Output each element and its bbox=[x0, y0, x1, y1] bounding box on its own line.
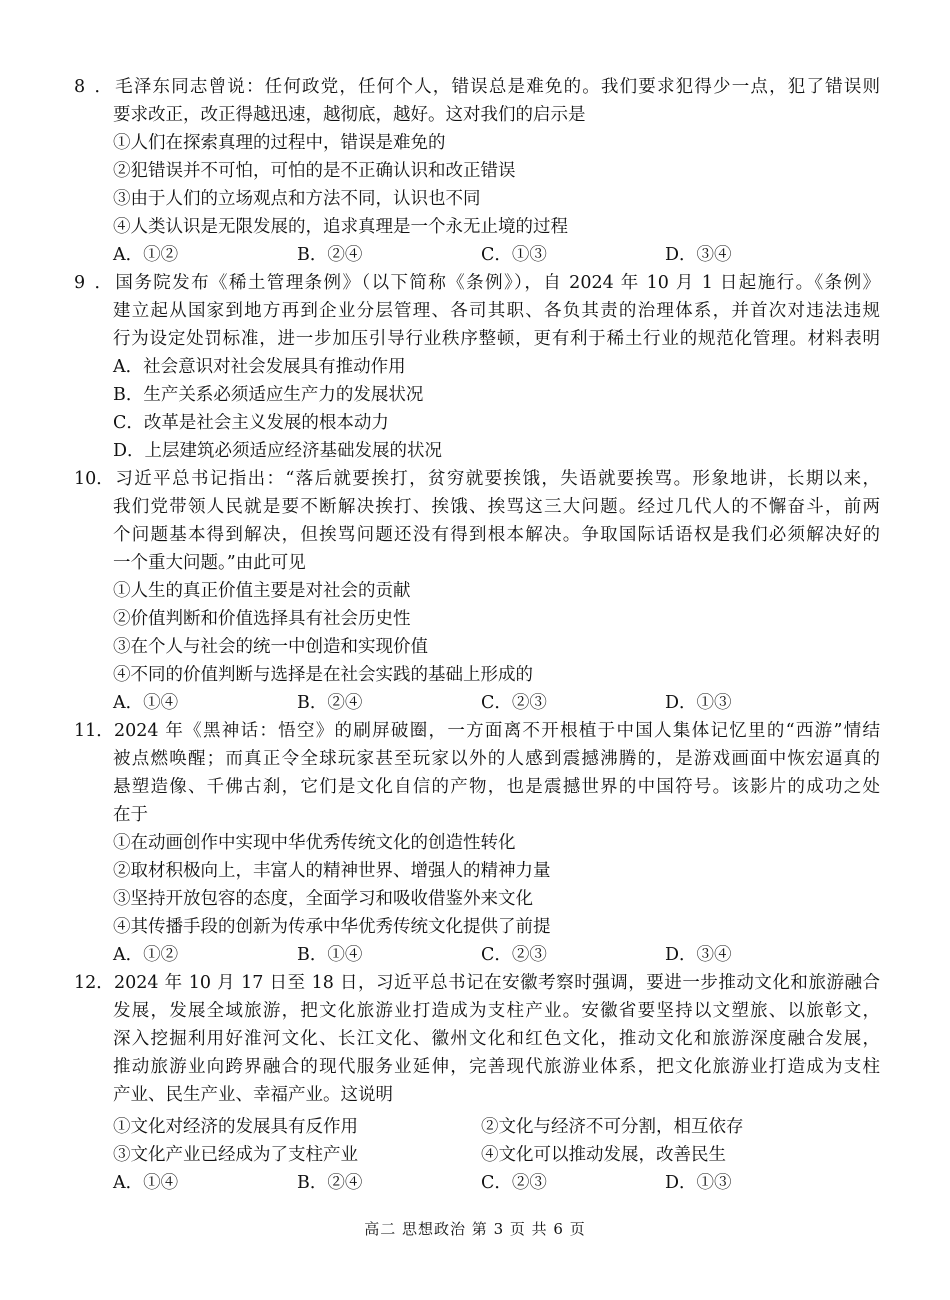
statement: ①人们在探索真理的过程中，错误是难免的 bbox=[113, 133, 446, 153]
statement: ③文化产业已经成为了支柱产业 bbox=[113, 1145, 358, 1165]
option-b: B．②④ bbox=[297, 693, 363, 713]
question-stem-line: 在于 bbox=[113, 805, 148, 825]
option-b: B．②④ bbox=[297, 245, 363, 265]
option-a: A．①④ bbox=[113, 1173, 179, 1193]
statement: ③坚持开放包容的态度，全面学习和吸收借鉴外来文化 bbox=[113, 889, 533, 909]
question-stem-line: 10．习近平总书记指出：“落后就要挨打，贫穷就要挨饿，失语就要挨骂。形象地讲，长期以来， bbox=[74, 465, 880, 493]
question-number: 10． bbox=[74, 469, 114, 489]
option-b: B．①④ bbox=[297, 945, 363, 965]
option-b: B．生产关系必须适应生产力的发展状况 bbox=[113, 385, 424, 405]
question-stem-line: 推动旅游业向跨界融合的现代服务业延伸，完善现代旅游业体系，把文化旅游业打造成为支柱 bbox=[113, 1057, 880, 1077]
option-a: A．社会意识对社会发展具有推动作用 bbox=[113, 357, 406, 377]
option-d: D．上层建筑必须适应经济基础发展的状况 bbox=[113, 441, 443, 461]
option-c: C．②③ bbox=[481, 945, 547, 965]
question-stem-line: 被点燃唤醒；而真正令全球玩家甚至玩家以外的人感到震撼沸腾的，是游戏画面中恢宏逼真的 bbox=[113, 749, 880, 769]
question-number: 9． bbox=[74, 273, 112, 293]
question-stem-line: 8． 毛泽东同志曾说：任何政党，任何个人，错误总是难免的。我们要求犯得少一点，犯了错误则 bbox=[74, 73, 880, 101]
statement: ②文化与经济不可分割，相互依存 bbox=[481, 1117, 744, 1137]
option-a: A．①② bbox=[113, 245, 179, 265]
question-stem-line: 建立起从国家到地方再到企业分层管理、各司其职、各负其责的治理体系，并首次对违法违规 bbox=[113, 301, 880, 321]
option-a: A．①② bbox=[113, 945, 179, 965]
option-d: D．③④ bbox=[665, 245, 732, 265]
statement: ②犯错误并不可怕，可怕的是不正确认识和改正错误 bbox=[113, 161, 516, 181]
question-stem-line: 12．2024 年 10 月 17 日至 18 日，习近平总书记在安徽考察时强调，要进一步推动文化和旅游融合 bbox=[74, 969, 880, 997]
question-stem-line: 要求改正，改正得越迅速，越彻底，越好。这对我们的启示是 bbox=[113, 105, 586, 125]
question-stem-line: 产业、民生产业、幸福产业。这说明 bbox=[113, 1085, 393, 1105]
statement: ①文化对经济的发展具有反作用 bbox=[113, 1117, 358, 1137]
question-stem-line: 一个重大问题。”由此可见 bbox=[113, 553, 306, 573]
option-d: D．①③ bbox=[665, 1173, 732, 1193]
question-stem-line: 深入挖掘利用好淮河文化、长江文化、徽州文化和红色文化，推动文化和旅游深度融合发展， bbox=[113, 1029, 880, 1049]
question-stem-line: 悬塑造像、千佛古刹，它们是文化自信的产物，也是震撼世界的中国符号。该影片的成功之处 bbox=[113, 777, 880, 797]
question-stem-line: 我们党带领人民就是要不断解决挨打、挨饿、挨骂这三大问题。经过几代人的不懈奋斗，前两 bbox=[113, 497, 880, 517]
question-stem-line: 发展，发展全域旅游，把文化旅游业打造成为支柱产业。安徽省要坚持以文塑旅、以旅彰文， bbox=[113, 1001, 880, 1021]
question-number: 12． bbox=[74, 973, 114, 993]
statement: ③由于人们的立场观点和方法不同，认识也不同 bbox=[113, 189, 481, 209]
option-b: B．②④ bbox=[297, 1173, 363, 1193]
option-c: C．①③ bbox=[481, 245, 547, 265]
option-a: A．①④ bbox=[113, 693, 179, 713]
statement: ④不同的价值判断与选择是在社会实践的基础上形成的 bbox=[113, 665, 533, 685]
statement: ④文化可以推动发展，改善民生 bbox=[481, 1145, 726, 1165]
option-c: C．改革是社会主义发展的根本动力 bbox=[113, 413, 389, 433]
option-c: C．②③ bbox=[481, 693, 547, 713]
question-number: 11． bbox=[74, 721, 114, 741]
statement: ②取材积极向上，丰富人的精神世界、增强人的精神力量 bbox=[113, 861, 551, 881]
question-stem-line: 9． 国务院发布《稀土管理条例》（以下简称《条例》），自 2024 年 10 月 1 日起施行。《条例》 bbox=[74, 269, 880, 297]
option-d: D．③④ bbox=[665, 945, 732, 965]
option-d: D．①③ bbox=[665, 693, 732, 713]
question-stem-line: 个问题基本得到解决，但挨骂问题还没有得到根本解决。争取国际话语权是我们必须解决好的 bbox=[113, 525, 880, 545]
statement: ②价值判断和价值选择具有社会历史性 bbox=[113, 609, 411, 629]
statement: ③在个人与社会的统一中创造和实现价值 bbox=[113, 637, 428, 657]
page-footer: 高二 思想政治 第 3 页 共 6 页 bbox=[364, 1220, 586, 1238]
statement: ①在动画创作中实现中华优秀传统文化的创造性转化 bbox=[113, 833, 516, 853]
statement: ④人类认识是无限发展的，追求真理是一个永无止境的过程 bbox=[113, 217, 568, 237]
statement: ①人生的真正价值主要是对社会的贡献 bbox=[113, 581, 411, 601]
question-stem-line: 行为设定处罚标准，进一步加压引导行业秩序整顿，更有利于稀土行业的规范化管理。材料表明 bbox=[113, 329, 880, 349]
statement: ④其传播手段的创新为传承中华优秀传统文化提供了前提 bbox=[113, 917, 551, 937]
question-number: 8． bbox=[74, 77, 112, 97]
option-c: C．②③ bbox=[481, 1173, 547, 1193]
question-stem-line: 11．2024 年《黑神话：悟空》的刷屏破圈，一方面离不开根植于中国人集体记忆里的“西游”情结 bbox=[74, 717, 880, 745]
